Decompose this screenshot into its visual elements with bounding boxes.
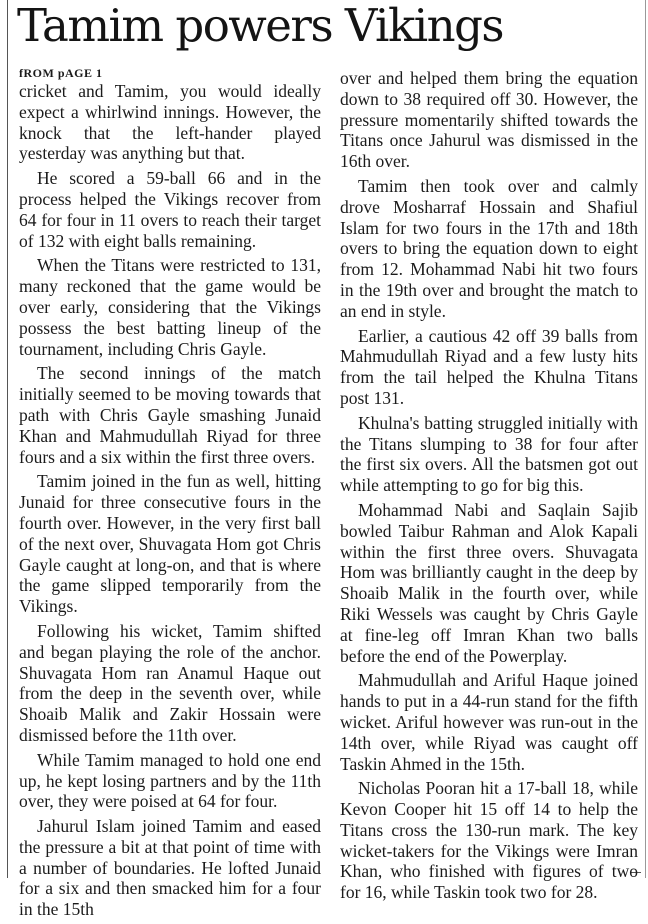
continuation-label: fROM pAGE 1	[19, 66, 103, 80]
paragraph: When the Titans were restricted to 131, many reckoned that the game would be over early, considering that the Vikings possess the best batting lineup of the tournament, including Chris Gayle.	[19, 255, 321, 359]
article-column-left	[19, 66, 321, 924]
paragraph: cricket and Tamim, you would ideally expect a whirlwind innings. However, the knock that the left-hander played yesterday was anything but that.	[19, 81, 321, 164]
paragraph: Earlier, a cautious 42 off 39 balls from Mahmudullah Riyad and a few lusty hits from the tail helped the Khulna Titans post 131.	[340, 325, 638, 408]
paragraph: Mohammad Nabi and Saqlain Sajib bowled Taibur Rahman and Alok Kapali within the first three overs. Shuvagata Hom was brilliantly caught in the deep by Shoaib Malik in the fourth over, while Riki Wessels was caught by Chris Gayle at fine-leg off Imran Khan two balls before the end of the Powerplay.	[340, 499, 638, 666]
paragraph: Following his wicket, Tamim shifted and began playing the role of the anchor. Shuvagata Hom ran Anamul Haque out from the deep in the seventh over, while Shoaib Malik and Zakir Hossain were dismissed before the 11th over.	[19, 620, 321, 745]
headline: Tamim powers Vikings	[17, 0, 503, 52]
article-column-right	[340, 68, 638, 907]
column-rule-right	[645, 0, 646, 878]
paragraph: He scored a 59-ball 66 and in the process helped the Vikings recover from 64 for four in 11 overs to reach their target of 132 with eight balls remaining.	[19, 168, 321, 251]
paragraph: Tamim then took over and calmly drove Mosharraf Hossain and Shafiul Islam for two fours in the 17th and 18th overs to bring the equation down to eight from 12. Mohammad Nabi hit two fours in the 19th over and brought the match to an end in style.	[340, 175, 638, 321]
paragraph: Jahurul Islam joined Tamim and eased the pressure a bit at that point of time with a number of boundaries. He lofted Junaid for a six and then smacked him for a four in the 15th	[19, 816, 321, 920]
paragraph: Mahmudullah and Ariful Haque joined hands to put in a 44-run stand for the fifth wicket. Ariful however was run-out in the 14th over, while Riyad was caught off Taskin Ahmed in the 15th.	[340, 670, 638, 774]
paragraph: over and helped them bring the equation down to 38 required off 30. However, the pressure momentarily shifted towards the Titans once Jahurul was dismissed in the 16th over.	[340, 68, 638, 172]
paragraph: Nicholas Pooran hit a 17-ball 18, while Kevon Cooper hit 15 off 14 to help the Titans cross the 130-run mark. The key wicket-takers for the Vikings were Imran Khan, who finished with figures of two for 16, while Taskin took two for 28.	[340, 778, 638, 903]
paragraph: Khulna's batting struggled initially with the Titans slumping to 38 for four after the first six overs. All the batsmen got out while attempting to go for big this.	[340, 412, 638, 496]
column-rule-left	[7, 0, 8, 878]
paragraph: The second innings of the match initially seemed to be moving towards that path with Chris Gayle smashing Junaid Khan and Mahmudullah Riyad for three fours and a six within the first three overs.	[19, 363, 321, 467]
paragraph: Tamim joined in the fun as well, hitting Junaid for three consecutive fours in the fourth over. However, in the very first ball of the next over, Shuvagata Hom got Chris Gayle caught at long-on, and that is where the game slipped temporarily from the Vikings.	[19, 471, 321, 617]
paragraph: While Tamim managed to hold one end up, he kept losing partners and by the 11th over, they were poised at 64 for four.	[19, 749, 321, 812]
